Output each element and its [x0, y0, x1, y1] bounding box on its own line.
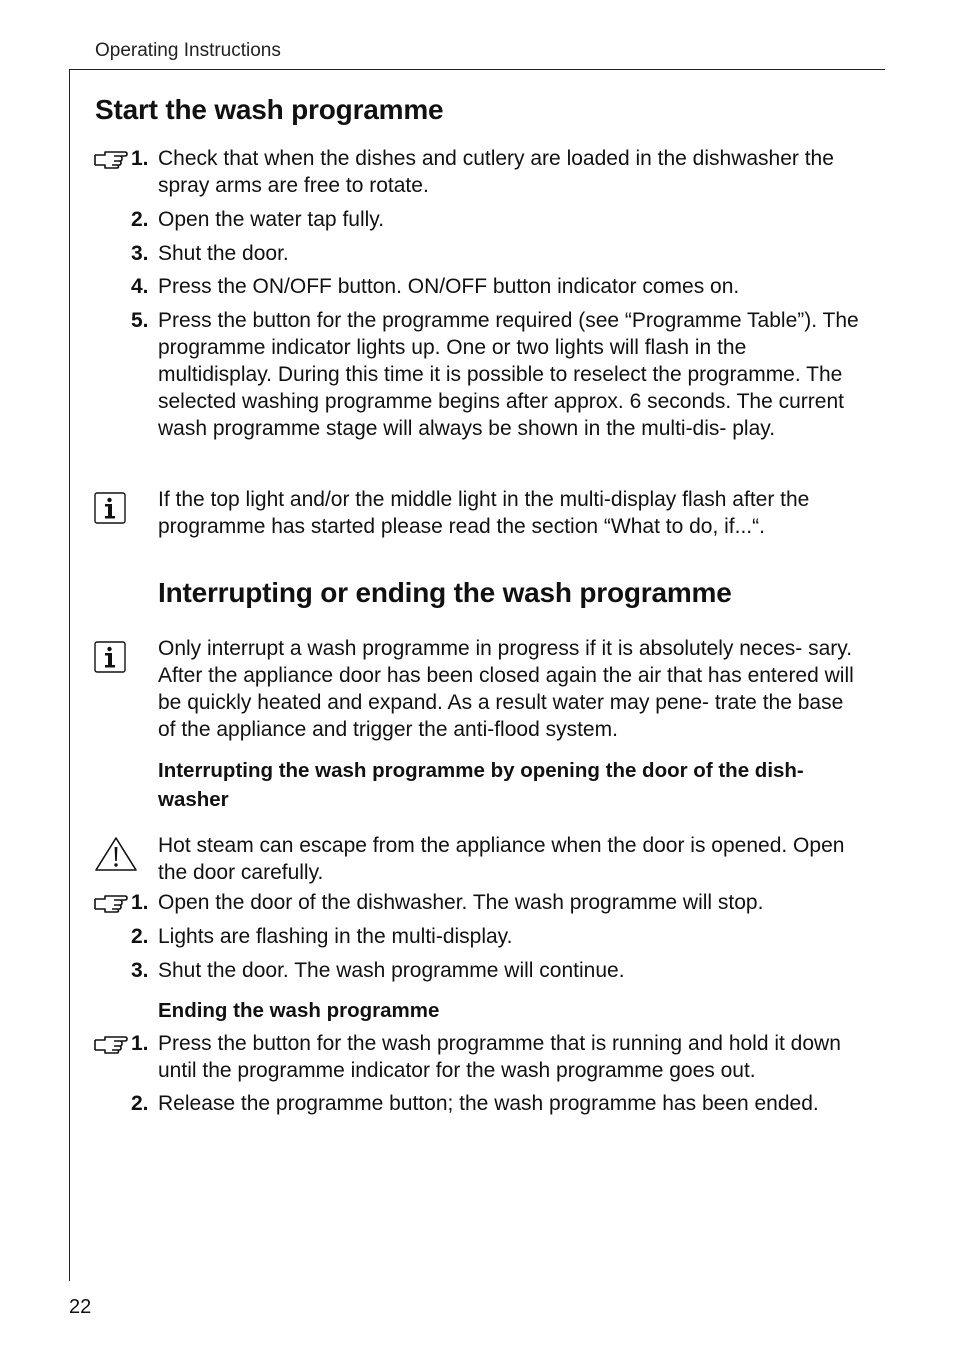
section-title-start: Start the wash programme [95, 94, 444, 125]
step-number: 4. [131, 275, 149, 298]
subheading-interrupt: Interrupting the wash programme by opening the door of the dish- washer [158, 759, 804, 811]
step-text: Press the button for the programme required (see “Programme Table”). The programme indicator lights up. One or two lights will flash in the multidisplay. During this time it is possible to reselect the programme. The selected washing programme begins after approx. 6 seconds. The current wash programme stage will always be shown in the multi-dis- play. [158, 309, 859, 440]
pointing-hand-icon [94, 1034, 128, 1054]
step-item [131, 1030, 863, 1084]
step-item [131, 889, 863, 916]
page-number: 22 [69, 1296, 92, 1318]
step-text: Lights are flashing in the multi-display. [158, 925, 513, 948]
running-header: Operating Instructions [95, 40, 281, 61]
step-item [131, 923, 863, 950]
step-number: 1. [131, 147, 149, 170]
step-text: Press the ON/OFF button. ON/OFF button indicator comes on. [158, 275, 740, 298]
info-note: If the top light and/or the middle light in the multi-display flash after the programme has started please read the section “What to do, if...“. [158, 488, 810, 538]
step-number: 2. [131, 1092, 149, 1115]
step-item [131, 273, 863, 300]
step-number: 2. [131, 925, 149, 948]
step-text: Check that when the dishes and cutlery are loaded in the dishwasher the spray arms are free to rotate. [158, 147, 834, 197]
info-icon [94, 641, 126, 673]
section-title-interrupt: Interrupting or ending the wash programme [158, 577, 732, 608]
step-number: 3. [131, 242, 149, 265]
step-item [131, 307, 863, 442]
warning-triangle-icon [94, 836, 138, 872]
step-text: Press the button for the wash programme that is running and hold it down until the programme indicator for the wash programme goes out. [158, 1032, 841, 1082]
header-rule [69, 69, 885, 70]
step-text: Open the door of the dishwasher. The wash programme will stop. [158, 891, 764, 914]
step-number: 5. [131, 309, 149, 332]
step-text: Release the programme button; the wash programme has been ended. [158, 1092, 819, 1115]
info-icon [94, 492, 126, 524]
step-number: 1. [131, 891, 149, 914]
step-number: 1. [131, 1032, 149, 1055]
step-number: 3. [131, 959, 149, 982]
step-text: Shut the door. [158, 242, 289, 265]
step-text: Open the water tap fully. [158, 208, 385, 231]
subheading-ending: Ending the wash programme [158, 999, 440, 1022]
pointing-hand-icon [94, 893, 128, 913]
step-item [131, 1090, 863, 1117]
step-text: Shut the door. The wash programme will continue. [158, 959, 625, 982]
info-note: Only interrupt a wash programme in progress if it is absolutely neces- sary. After the appliance door has been closed again the air that has entered will be quickly heated and expand. As a result water may pene- trate the base of the appliance and trigger the anti-flood system. [158, 637, 854, 741]
warning-note: Hot steam can escape from the appliance when the door is opened. Open the door carefully. [158, 834, 845, 884]
step-item [131, 145, 863, 199]
margin-rule [69, 69, 70, 1281]
pointing-hand-icon [94, 149, 128, 169]
step-item [131, 240, 863, 267]
step-number: 2. [131, 208, 149, 231]
step-item [131, 206, 863, 233]
step-item [131, 957, 863, 984]
